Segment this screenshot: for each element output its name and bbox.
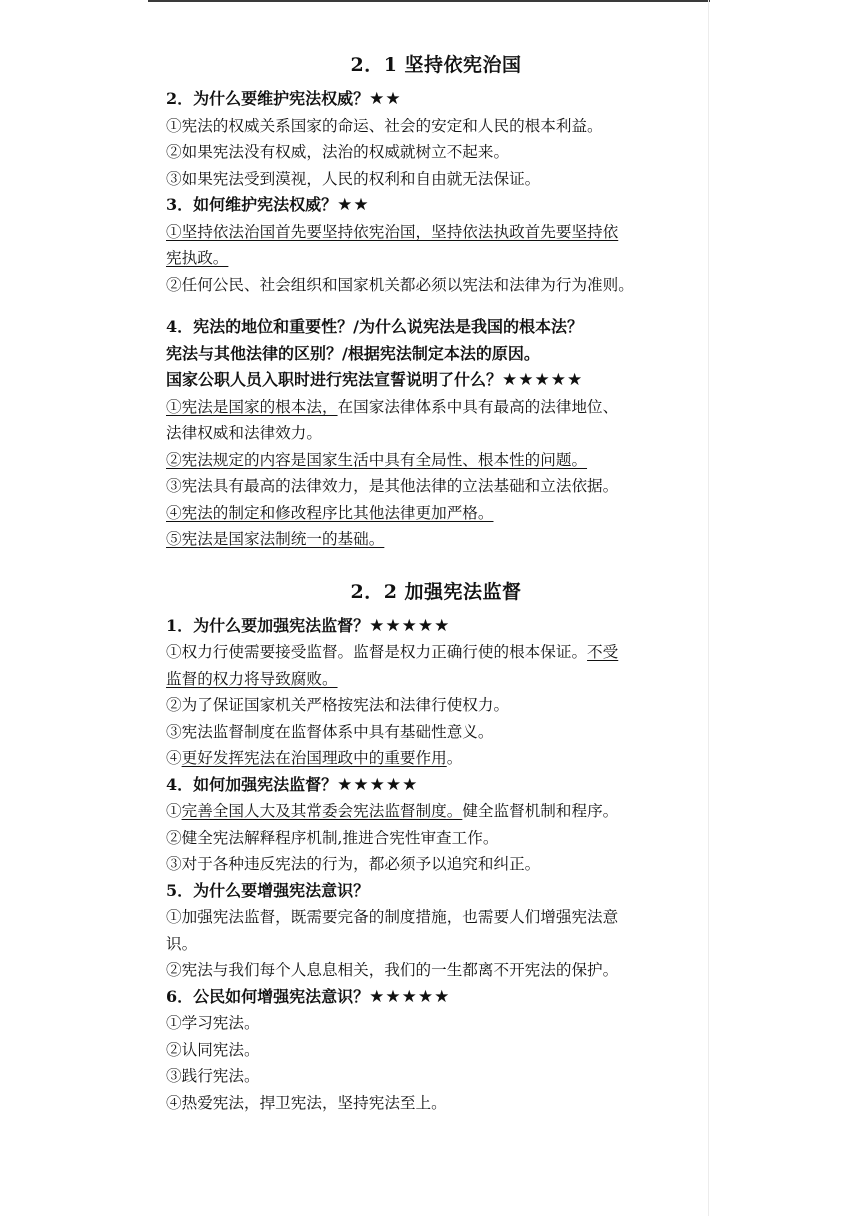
answer-item: ②健全宪法解释程序机制,推进合宪性审查工作。 (166, 828, 499, 847)
answer-item (166, 526, 706, 553)
document-page (166, 48, 706, 1116)
answer-item (166, 745, 706, 772)
importance-stars: ★★★★★ (369, 986, 451, 1007)
answer-item: ④热爱宪法，捍卫宪法，坚持宪法至上。 (166, 1093, 447, 1112)
answer-item: 识。 (166, 934, 198, 953)
answer-text: ④ (166, 749, 182, 767)
answer-item (166, 500, 706, 527)
question-heading (166, 772, 706, 799)
spacer (166, 298, 706, 314)
answer-item: ①坚持依法治国首先要坚持依宪治国，坚持依法执政首先要坚持依 (166, 222, 619, 241)
underlined-text: ④宪法的制定和修改程序比其他法律更加严格。 (166, 503, 494, 522)
answer-item: ③对于各种违反宪法的行为，都必须予以追究和纠正。 (166, 855, 541, 873)
answer-item: ②任何公民、社会组织和国家机关都必须以宪法和法律为行为准则。 (166, 275, 634, 294)
question-heading (166, 984, 706, 1011)
answer-item (166, 245, 706, 272)
importance-stars: ★★ (369, 89, 402, 109)
question-text: 4．如何加强宪法监督？ (166, 774, 338, 794)
answer-text: 健全监督机制和程序。 (462, 802, 619, 820)
answer-item: ③宪法具有最高的法律效力，是其他法律的立法基础和立法依据。 (166, 477, 619, 495)
answer-text: ① (166, 802, 182, 820)
answer-text: ①权力行使需要接受监督。监督是权力正确行使的根本保证。 (166, 643, 588, 661)
section-title-2-2: 2．2 加强宪法监督 (350, 580, 522, 603)
underlined-text: 不受 (587, 643, 619, 661)
question-text: 6．公民如何增强宪法意识？ (166, 986, 370, 1006)
answer-item: ①学习宪法。 (166, 1014, 260, 1032)
importance-stars: ★★★★★ (502, 370, 584, 390)
answer-item: 法律权威和法律效力。 (166, 424, 322, 442)
question-text: 1．为什么要加强宪法监督？ (166, 615, 370, 635)
question-heading (166, 86, 706, 113)
underlined-text: 更好发挥宪法在治国理政中的重要作用 (181, 749, 447, 767)
answer-item: ②认同宪法。 (166, 1040, 260, 1059)
question-heading (166, 613, 706, 640)
underlined-text: ②宪法规定的内容是国家生活中具有全局性、根本性的问题。 (166, 450, 588, 469)
question-text: 3．如何维护宪法权威？ (166, 195, 338, 214)
answer-text: 。 (446, 749, 463, 767)
underlined-text: 监督的权力将导致腐败。 (166, 669, 338, 688)
underlined-text: ⑤宪法是国家法制统一的基础。 (166, 530, 385, 548)
answer-item: ①加强宪法监督，既需要完备的制度措施，也需要人们增强宪法意 (166, 908, 619, 926)
answer-item: ①宪法的权威关系国家的命运、社会的安定和人民的根本利益。 (166, 116, 603, 135)
top-border-line (148, 0, 710, 2)
question-heading: 宪法与其他法律的区别？/根据宪法制定本法的原因。 (166, 343, 540, 363)
question-heading (166, 367, 706, 394)
spacer (166, 553, 706, 575)
answer-item (166, 447, 706, 474)
answer-item (166, 394, 706, 421)
question-heading (166, 192, 706, 219)
underlined-text: 宪执政。 (166, 249, 229, 267)
underlined-text: ①宪法是国家的根本法， (166, 397, 338, 416)
question-text: 国家公职人员入职时进行宪法宣誓说明了什么？ (166, 370, 503, 389)
question-text: 2．为什么要维护宪法权威？ (166, 89, 370, 108)
question-heading: 4．宪法的地位和重要性？/为什么说宪法是我国的根本法？ (166, 317, 583, 336)
question-heading: 5．为什么要增强宪法意识？ (166, 880, 370, 900)
importance-stars: ★★★★★ (369, 615, 451, 636)
answer-item (166, 639, 706, 666)
answer-item: ②宪法与我们每个人息息相关，我们的一生都离不开宪法的保护。 (166, 961, 619, 979)
answer-text: 在国家法律体系中具有最高的法律地位、 (337, 397, 619, 416)
importance-stars: ★★ (337, 195, 370, 215)
answer-item: ②为了保证国家机关严格按宪法和法律行使权力。 (166, 696, 510, 714)
importance-stars: ★★★★★ (337, 774, 419, 795)
answer-item: ③践行宪法。 (166, 1067, 260, 1085)
underlined-text: 完善全国人大及其常委会宪法监督制度。 (181, 802, 463, 820)
answer-item: ②如果宪法没有权威，法治的权威就树立不起来。 (166, 143, 510, 161)
page-edge (708, 0, 709, 1216)
answer-item: ③如果宪法受到漠视，人民的权利和自由就无法保证。 (166, 169, 541, 188)
answer-item: ③宪法监督制度在监督体系中具有基础性意义。 (166, 722, 494, 741)
answer-item (166, 798, 706, 825)
answer-item (166, 666, 706, 693)
section-title-2-1: 2．1 坚持依宪治国 (350, 54, 522, 76)
